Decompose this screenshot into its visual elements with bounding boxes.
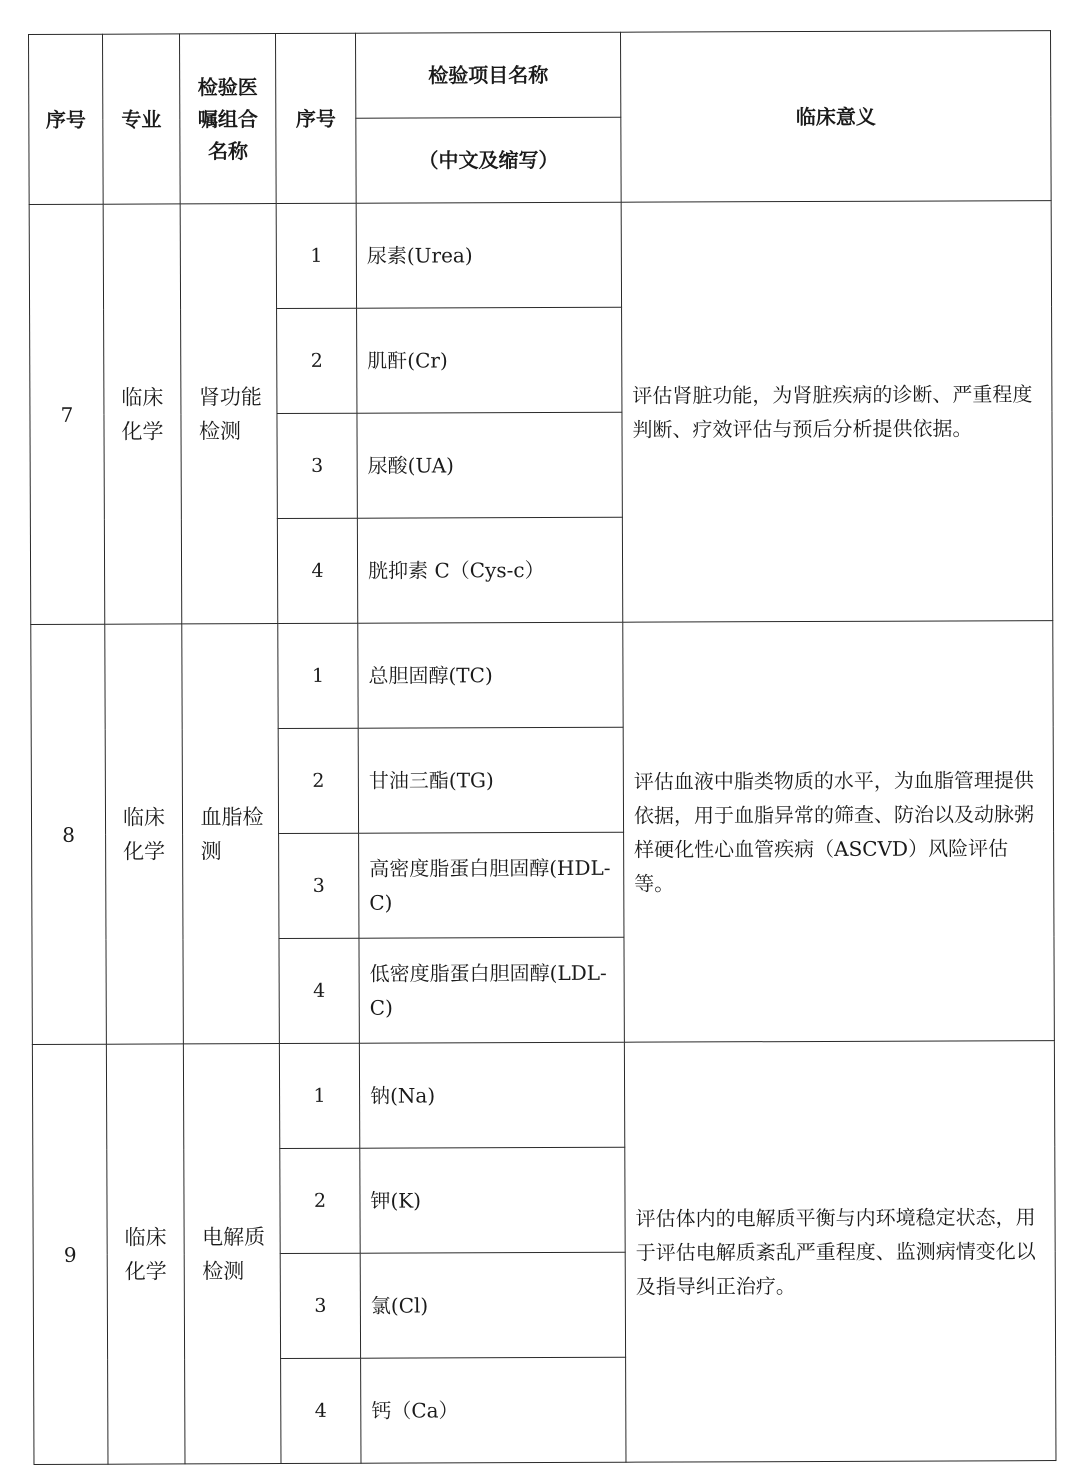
header-item-name-sub: （中文及缩写） (356, 117, 621, 203)
item-name: 氯(Cl) (360, 1252, 625, 1358)
item-num: 2 (278, 728, 358, 833)
item-num: 1 (276, 203, 356, 308)
item-name: 高密度脂蛋白胆固醇(HDL-C) (359, 832, 624, 938)
item-num: 1 (279, 1043, 359, 1148)
item-num: 4 (281, 1358, 361, 1463)
header-group-name-label: 检验医嘱组合名称 (197, 74, 258, 163)
group-name-label: 血脂检测 (200, 804, 264, 863)
lab-test-table (28, 30, 1056, 1465)
item-num: 1 (278, 623, 358, 728)
header-specialty: 专业 (103, 34, 181, 204)
header-sub-seq: 序号 (276, 33, 357, 203)
group-specialty (105, 624, 184, 1044)
document-page (28, 34, 1050, 1465)
item-num: 3 (280, 1253, 360, 1358)
item-name: 肌酐(Cr) (357, 307, 622, 413)
item-name: 胱抑素 C（Cys-c） (357, 517, 622, 623)
item-name: 低密度脂蛋白胆固醇(LDL-C) (359, 937, 624, 1043)
table-row (31, 621, 1053, 730)
header-meaning: 临床意义 (620, 31, 1051, 203)
group-name (180, 204, 278, 624)
group-specialty-label: 临床化学 (122, 804, 166, 864)
group-specialty-label: 临床化学 (121, 384, 164, 444)
item-name: 钙（Ca） (361, 1357, 626, 1463)
group-name (183, 1044, 281, 1464)
group-specialty (106, 1044, 185, 1464)
group-seq: 8 (31, 624, 107, 1044)
item-num: 2 (280, 1148, 360, 1253)
header-group-name (180, 34, 277, 204)
clinical-meaning: 评估肾脏功能，为肾脏疾病的诊断、严重程度判断、疗效评估与预后分析提供依据。 (621, 201, 1053, 623)
group-name (182, 624, 280, 1044)
group-seq: 9 (32, 1044, 108, 1464)
group-specialty-label: 临床化学 (124, 1224, 167, 1284)
item-num: 3 (279, 833, 359, 938)
item-num: 3 (277, 413, 357, 518)
table-row (32, 1041, 1054, 1150)
item-num: 4 (279, 938, 359, 1043)
item-name: 甘油三酯(TG) (358, 727, 623, 833)
header-seq: 序号 (29, 34, 104, 204)
group-seq: 7 (29, 204, 105, 624)
header-item-name: 检验项目名称 (355, 32, 620, 118)
item-name: 总胆固醇(TC) (358, 622, 623, 728)
item-name: 钾(K) (360, 1147, 625, 1253)
clinical-meaning: 评估体内的电解质平衡与内环境稳定状态，用于评估电解质紊乱严重程度、监测病情变化以及指导纠正治疗。 (624, 1041, 1056, 1463)
group-specialty (103, 204, 182, 624)
item-name: 尿素(Urea) (356, 202, 621, 308)
clinical-meaning: 评估血液中脂类物质的水平，为血脂管理提供依据，用于血脂异常的筛查、防治以及动脉粥样硬化性心血管疾病（ASCVD）风险评估等。 (623, 621, 1055, 1043)
item-name: 尿酸(UA) (357, 412, 622, 518)
group-name-label: 电解质检测 (202, 1224, 266, 1283)
table-row (29, 201, 1051, 310)
group-name-label: 肾功能检测 (198, 384, 262, 443)
item-num: 4 (277, 518, 357, 623)
table-body (29, 201, 1056, 1465)
item-name: 钠(Na) (359, 1042, 624, 1148)
item-num: 2 (277, 308, 357, 413)
